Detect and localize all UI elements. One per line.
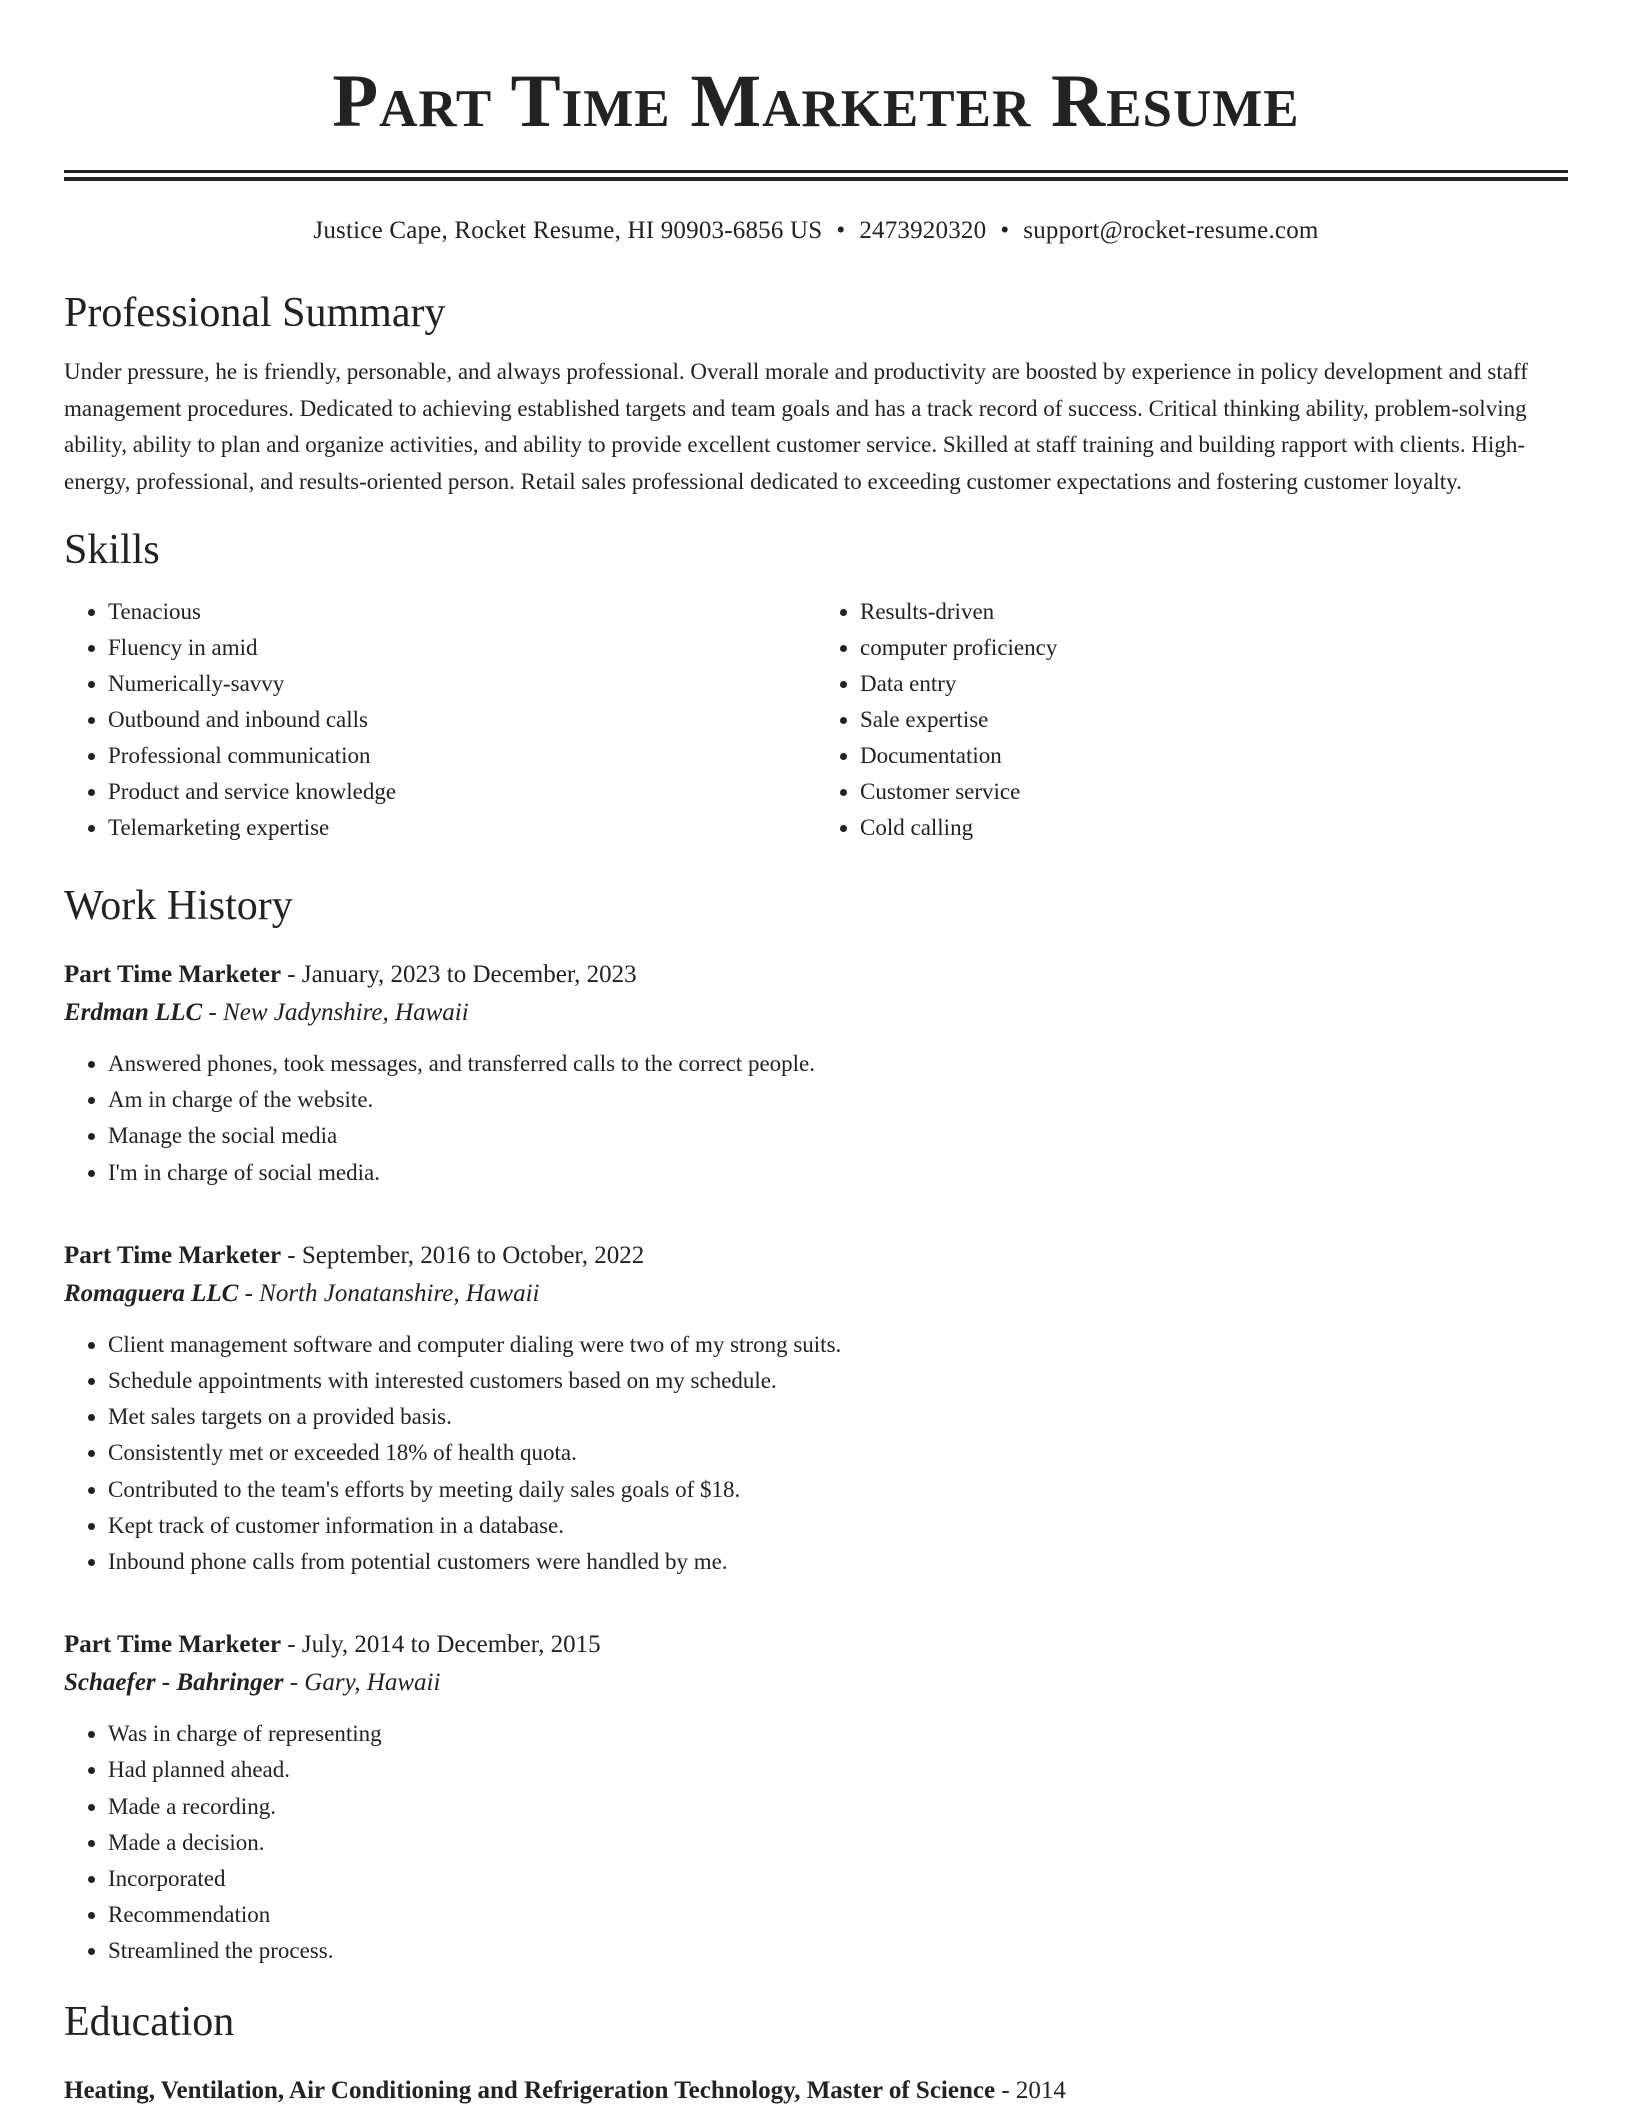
education-program: Heating, Ventilation, Air Conditioning and Refrigeration Technology <box>64 2076 795 2104</box>
job-bullet: • Was in charge of representing <box>108 1716 1568 1752</box>
job-location: - Gary, Hawaii <box>283 1669 441 1697</box>
job-bullet: • Schedule appointments with interested customers based on my schedule. <box>108 1363 1568 1399</box>
skill-item: • Sale expertise <box>860 702 1568 738</box>
skills-heading: Skills <box>64 527 160 573</box>
job-bullet: • Client management software and computer dialing were two of my strong suits. <box>108 1327 1568 1363</box>
job-title: Part Time Marketer <box>64 1631 282 1659</box>
job-location: - North Jonatanshire, Hawaii <box>238 1279 540 1307</box>
contact-phone: 2473920320 <box>859 217 987 244</box>
work-history-heading: Work History <box>64 883 293 929</box>
education-degree: , Master of Science <box>794 2076 996 2104</box>
skills-list-right <box>816 594 1568 846</box>
company-name: Erdman LLC <box>64 999 203 1026</box>
job-bullet: • Made a recording. <box>108 1789 1568 1825</box>
skill-item: • computer proficiency <box>860 630 1568 666</box>
job-header <box>64 1237 1568 1275</box>
job-dates: - July, 2014 to December, 2015 <box>281 1631 601 1659</box>
job-bullet: • Incorporated <box>108 1861 1568 1897</box>
job-entry <box>64 1626 1568 1969</box>
summary-heading: Professional Summary <box>64 290 446 336</box>
skill-item: • Fluency in amid <box>108 630 816 666</box>
job-header <box>64 956 1568 994</box>
job-bullets <box>64 1327 1568 1580</box>
skill-item: • Telemarketing expertise <box>108 810 816 846</box>
job-bullet: • Consistently met or exceeded 18% of health quota. <box>108 1435 1568 1471</box>
resume-title: Part Time Marketer Resume <box>332 60 1300 143</box>
skills-columns <box>64 594 1568 846</box>
job-entry <box>64 956 1568 1191</box>
job-bullet: • Kept track of customer information in a database. <box>108 1508 1568 1544</box>
job-bullet: • Am in charge of the website. <box>108 1082 1568 1118</box>
job-employer <box>64 1664 1568 1702</box>
education-year: - 2014 <box>995 2076 1066 2104</box>
skill-item: • Outbound and inbound calls <box>108 702 816 738</box>
job-location: - New Jadynshire, Hawaii <box>202 999 469 1026</box>
company-name: Schaefer - Bahringer <box>64 1669 284 1697</box>
job-bullet: • Had planned ahead. <box>108 1752 1568 1788</box>
skill-item: • Cold calling <box>860 810 1568 846</box>
company-name: Romaguera LLC <box>64 1279 239 1307</box>
job-bullet: • Manage the social media <box>108 1118 1568 1154</box>
job-bullets <box>64 1716 1568 1969</box>
contact-line <box>64 215 1568 247</box>
skill-item: • Tenacious <box>108 594 816 630</box>
job-bullet: • Answered phones, took messages, and transferred calls to the correct people. <box>108 1046 1568 1082</box>
job-bullet: • Contributed to the team's efforts by meeting daily sales goals of $18. <box>108 1472 1568 1508</box>
job-bullet: • Met sales targets on a provided basis. <box>108 1399 1568 1435</box>
job-header <box>64 1626 1568 1664</box>
title-divider <box>64 170 1568 181</box>
job-bullet: • Made a decision. <box>108 1825 1568 1861</box>
job-bullet: • Inbound phone calls from potential customers were handled by me. <box>108 1544 1568 1580</box>
job-employer <box>64 994 1568 1032</box>
skill-item: • Documentation <box>860 738 1568 774</box>
job-title: Part Time Marketer <box>64 961 282 988</box>
job-employer <box>64 1275 1568 1313</box>
job-bullet: • Recommendation <box>108 1897 1568 1933</box>
contact-address: Justice Cape, Rocket Resume, HI 90903-6856 US <box>313 217 823 244</box>
education-entry <box>64 2072 1568 2110</box>
job-dates: - January, 2023 to December, 2023 <box>281 961 637 988</box>
job-dates: - September, 2016 to October, 2022 <box>281 1241 645 1269</box>
job-title: Part Time Marketer <box>64 1241 282 1269</box>
job-entry <box>64 1237 1568 1580</box>
skill-item: • Professional communication <box>108 738 816 774</box>
summary-text: Under pressure, he is friendly, personable, and always professional. Overall morale and productivity are boosted by experience in policy development and staff management procedures. Dedicated to achieving established targets and team goals and has a track record of success. Critical thinking ability, problem-solving ability, ability to plan and organize activities, and ability to provide excellent customer service. Skilled at staff training and building rapport with clients. High-energy, professional, and results-oriented person. Retail sales professional dedicated to exceeding customer expectations and fostering customer loyalty. <box>64 359 1528 494</box>
job-bullet: • Streamlined the process. <box>108 1933 1568 1969</box>
contact-separator: • <box>836 217 846 244</box>
skill-item: • Customer service <box>860 774 1568 810</box>
skill-item: • Product and service knowledge <box>108 774 816 810</box>
skill-item: • Data entry <box>860 666 1568 702</box>
skill-item: • Numerically-savvy <box>108 666 816 702</box>
skill-item: • Results-driven <box>860 594 1568 630</box>
education-heading: Education <box>64 1998 235 2045</box>
job-bullets <box>64 1046 1568 1191</box>
contact-email: support@rocket-resume.com <box>1023 217 1319 244</box>
contact-separator: • <box>1000 217 1010 244</box>
job-bullet: • I'm in charge of social media. <box>108 1155 1568 1191</box>
skills-list-left <box>64 594 816 846</box>
